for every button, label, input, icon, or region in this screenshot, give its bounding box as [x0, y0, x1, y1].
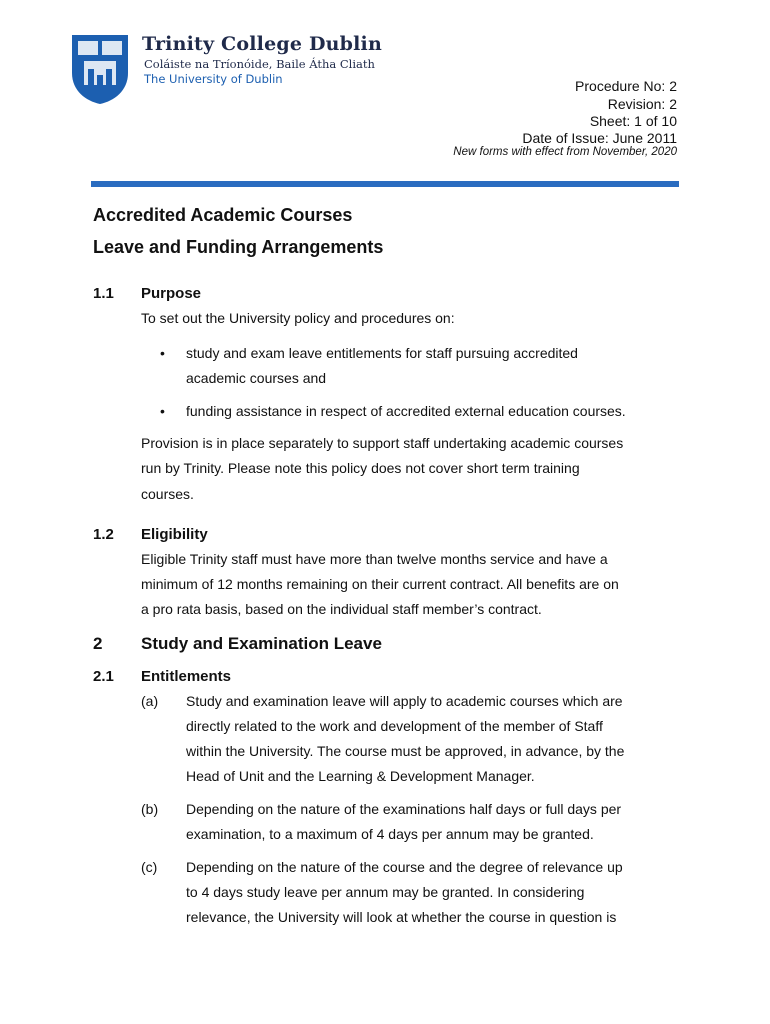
bullet-1-line: academic courses and: [186, 370, 327, 386]
eligibility-paragraph-line: Eligible Trinity staff must have more than twelve months service and have a: [141, 551, 608, 567]
item-a-line: Head of Unit and the Learning & Development Manager.: [186, 768, 535, 784]
section-heading-entitlements: Entitlements: [141, 668, 232, 685]
bullet-icon: •: [160, 345, 165, 361]
item-c-line: relevance, the University will look at whether the course in question is: [186, 909, 617, 925]
bullet-1-line: study and exam leave entitlements for staff pursuing accredited: [186, 345, 578, 361]
logo-subtitle: The University of Dublin: [144, 72, 283, 86]
section-number: 1.2: [93, 526, 114, 543]
logo-title: Trinity College Dublin: [142, 33, 382, 55]
logo-irish-name: Coláiste na Tríonóide, Baile Átha Cliath: [144, 57, 375, 71]
item-a-line: Study and examination leave will apply to academic courses which are: [186, 693, 623, 709]
tcd-crest-icon: [70, 33, 130, 105]
section-number: 2.1: [93, 668, 114, 685]
section-heading-study-leave: Study and Examination Leave: [141, 634, 382, 653]
bullet-2-line: funding assistance in respect of accredited external education courses.: [186, 403, 626, 419]
section-heading-purpose: Purpose: [141, 285, 202, 302]
item-label-b: (b): [141, 801, 159, 817]
item-c-line: Depending on the nature of the course and the degree of relevance up: [186, 859, 623, 875]
purpose-paragraph-line: Provision is in place separately to support staff undertaking academic courses: [141, 435, 624, 451]
bullet-icon: •: [160, 403, 165, 419]
item-c-line: to 4 days study leave per annum may be granted. In considering: [186, 884, 585, 900]
procedure-number: Procedure No: 2: [575, 78, 677, 94]
procedure-note: New forms with effect from November, 2020: [453, 146, 677, 158]
item-b-line: Depending on the nature of the examinations half days or full days per: [186, 801, 622, 817]
section-number: 2: [93, 634, 103, 653]
document-title: Accredited Academic Courses: [93, 205, 353, 225]
procedure-revision: Revision: 2: [607, 96, 677, 112]
eligibility-paragraph-line: minimum of 12 months remaining on their current contract. All benefits are on: [141, 576, 619, 592]
item-a-line: directly related to the work and development of the member of Staff: [186, 718, 603, 734]
eligibility-paragraph-line: a pro rata basis, based on the individual staff member’s contract.: [141, 601, 542, 617]
header-divider: [91, 181, 679, 187]
procedure-sheet: Sheet: 1 of 10: [589, 113, 677, 129]
document-subtitle: Leave and Funding Arrangements: [93, 237, 384, 257]
item-label-c: (c): [141, 859, 158, 875]
section-heading-eligibility: Eligibility: [141, 526, 208, 543]
section-number: 1.1: [93, 285, 114, 302]
item-label-a: (a): [141, 693, 159, 709]
purpose-intro: To set out the University policy and procedures on:: [141, 310, 455, 326]
purpose-paragraph-line: courses.: [141, 486, 194, 502]
purpose-paragraph-line: run by Trinity. Please note this policy does not cover short term training: [141, 460, 580, 476]
item-a-line: within the University. The course must be approved, in advance, by the: [186, 743, 625, 759]
procedure-date-of-issue: Date of Issue: June 2011: [522, 130, 677, 146]
item-b-line: examination, to a maximum of 4 days per annum may be granted.: [186, 826, 594, 842]
